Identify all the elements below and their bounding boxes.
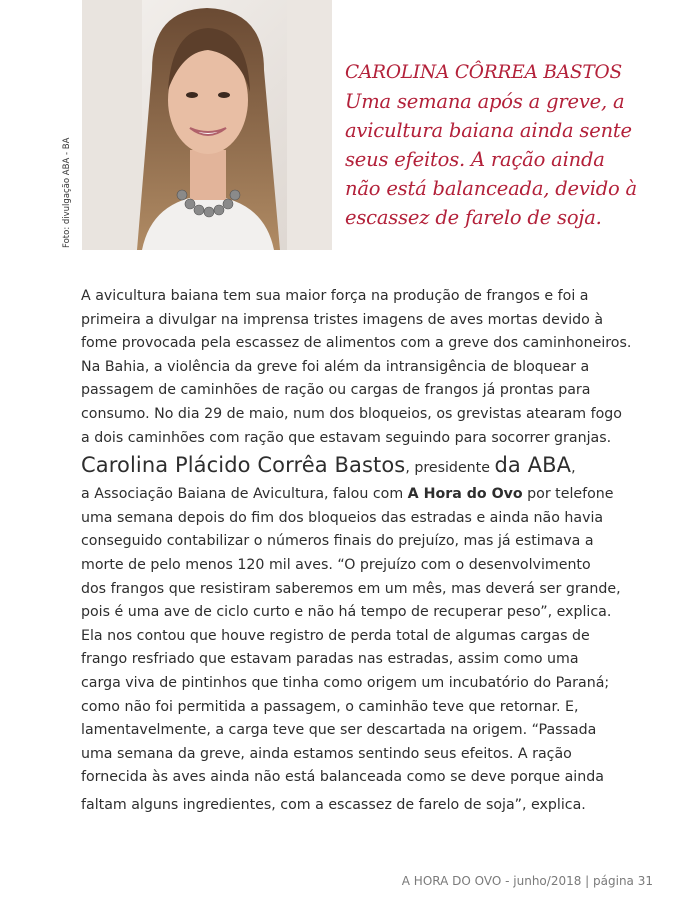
article-line: carga viva de pintinhos que tinha como origem um incubatório do Paraná; <box>81 674 610 691</box>
article-line: uma semana depois do fim dos bloqueios das estradas e ainda não havia <box>81 509 604 526</box>
article-line: Ela nos contou que houve registro de perda total de algumas cargas de <box>81 627 590 644</box>
article-line: passagem de caminhões de ração ou cargas de frangos já prontas para <box>81 382 591 399</box>
lead-comma: , <box>571 460 576 477</box>
photo-credit: Foto: divulgação ABA - BA <box>62 137 72 248</box>
article-line: faltam alguns ingredientes, com a escassez de farelo de soja”, explica. <box>81 796 586 813</box>
article-line: conseguido contabilizar o números finais do prejuízo, mas já estimava a <box>81 533 594 550</box>
lead-line <box>81 450 621 483</box>
article-line: como não foi permitida a passagem, o caminhão teve que retornar. E, <box>81 698 579 715</box>
article-line: consumo. No dia 29 de maio, num dos bloqueios, os grevistas atearam fogo <box>81 405 622 422</box>
article-line: frango resfriado que estavam paradas nas estradas, assim como uma <box>81 651 579 668</box>
pull-quote-line: avicultura baiana ainda sente <box>345 119 632 142</box>
article-body <box>81 285 632 817</box>
pull-quote-line: seus efeitos. A ração ainda <box>345 148 605 171</box>
lead-name: Carolina Plácido Corrêa Bastos <box>81 453 406 478</box>
publication-name: A Hora do Ovo <box>407 486 523 503</box>
article-line: pois é uma ave de ciclo curto e não há tempo de recuperar peso”, explica. <box>81 604 612 621</box>
article-line: fome provocada pela escassez de alimentos com a greve dos caminhoneiros. <box>81 335 632 352</box>
portrait-illustration <box>82 0 332 250</box>
pull-quote-line: Uma semana após a greve, a <box>345 90 625 113</box>
lead-org: da ABA <box>494 453 572 478</box>
article-line: lamentavelmente, a carga teve que ser descartada na origem. “Passada <box>81 722 597 739</box>
pull-quote-line: escassez de farelo de soja. <box>345 206 602 229</box>
article-line: fornecida às aves ainda não está balanceada como se deve porque ainda <box>81 769 604 786</box>
pull-quote-name: CAROLINA CÔRREA BASTOS <box>345 62 622 83</box>
pull-quote-line: não está balanceada, devido à <box>345 177 637 200</box>
article-line <box>81 483 621 507</box>
article-line: morte de pelo menos 120 mil aves. “O prejuízo com o desenvolvimento <box>81 556 591 573</box>
pull-quote <box>345 58 645 232</box>
article-line: dos frangos que resistiram saberemos em um mês, mas deverá ser grande, <box>81 580 621 597</box>
lead-role: , presidente <box>405 460 495 477</box>
page-footer: A HORA DO OVO - junho/2018 | página 31 <box>401 874 653 888</box>
portrait-photo <box>82 0 332 250</box>
article-line: A avicultura baiana tem sua maior força na produção de frangos e foi a <box>81 288 589 304</box>
article-line: Na Bahia, a violência da greve foi além da intransigência de bloquear a <box>81 358 590 375</box>
article-line: a dois caminhões com ração que estavam seguindo para socorrer granjas. <box>81 429 612 446</box>
article-line: primeira a divulgar na imprensa tristes imagens de aves mortas devido à <box>81 311 604 328</box>
article-text: a Associação Baiana de Avicultura, falou com <box>81 486 408 503</box>
article-text: por telefone <box>522 486 614 503</box>
article-line: uma semana da greve, ainda estamos sentindo seus efeitos. A ração <box>81 745 572 762</box>
